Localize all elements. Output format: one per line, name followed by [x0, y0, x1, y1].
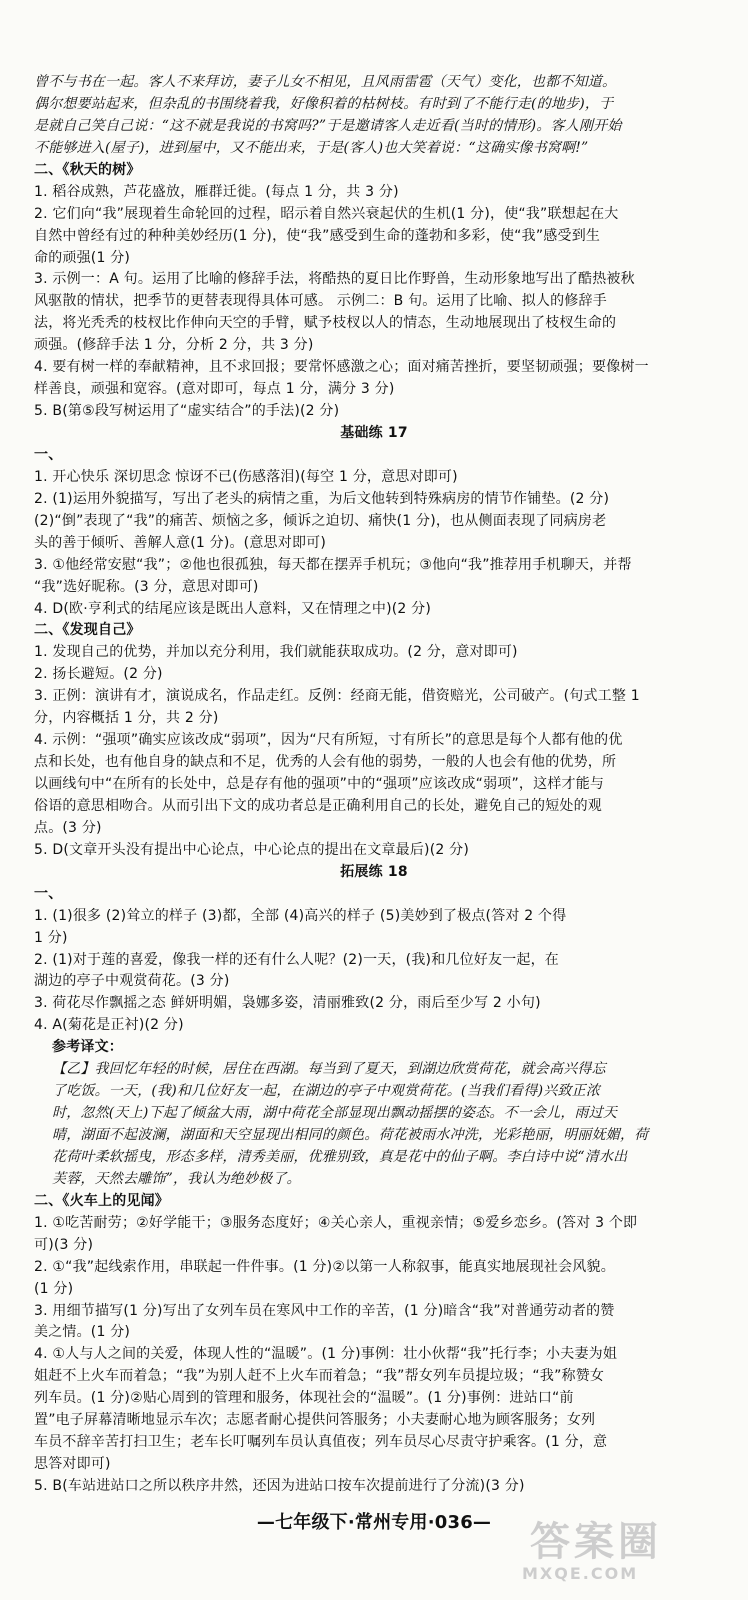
- translation-line: 芙蓉，天然去雕饰”，我认为绝妙极了。: [52, 1171, 301, 1187]
- answer-line: 2. 扬长避短。(2 分): [34, 666, 163, 682]
- translation-line: 【乙】我回忆年轻的时候，居住在西湖。每当到了夏天，到湖边欣赏荷花，就会高兴得忘: [52, 1061, 606, 1077]
- answer-line: (1 分): [34, 1281, 74, 1297]
- section-heading: 一、: [34, 886, 63, 902]
- answer-line: “我”选好昵称。(3 分，意思对即可): [34, 579, 259, 595]
- answer-line: 5. D(文章开头没有提出中心论点，中心论点的提出在文章最后)(2 分): [34, 842, 469, 858]
- section-title: 拓展练 18: [340, 864, 408, 880]
- section-heading: 二、《秋天的树》: [34, 162, 141, 178]
- answer-line: 1. ①吃苦耐劳；②好学能干；③服务态度好；④关心亲人，重视亲情；⑤爱乡恋乡。(答对 3 个即: [34, 1215, 638, 1231]
- answer-line: 思答对即可): [34, 1456, 111, 1472]
- answer-line: 分，内容概括 1 分，共 2 分): [34, 710, 219, 726]
- answer-line: 4. ①人与人之间的关爱，体现人性的“温暖”。(1 分)事例：壮小伙帮“我”托行李；小夫妻为姐: [34, 1346, 618, 1362]
- answer-line: 顽强。(修辞手法 1 分，分析 2 分，共 3 分): [34, 337, 314, 353]
- answer-line: 命的顽强(1 分): [34, 250, 131, 266]
- translation-line: 时，忽然(天上)下起了倾盆大雨，湖中荷花全部显现出飘动摇摆的姿态。不一会儿，雨过天: [52, 1105, 618, 1121]
- answer-line: 可)(3 分): [34, 1237, 94, 1253]
- answer-line: 1 分): [34, 930, 68, 946]
- answer-line: 3. ①他经常安慰“我”；②他也很孤独，每天都在摆弄手机玩；③他向“我”推荐用手机聊天，并帮: [34, 557, 632, 573]
- translation-line: 了吃饭。一天，(我)和几位好友一起，在湖边的亭子中观赏荷花。(当我们看得)兴致正浓: [52, 1083, 601, 1099]
- answer-line: 点和长处，也有他自身的缺点和不足，优秀的人会有他的弱势，一般的人也会有他的优势，所: [34, 754, 617, 770]
- answer-line: 4. 示例：“强项”确实应该改成“弱项”，因为“尺有所短，寸有所长”的意思是每个人都有他的优: [34, 732, 623, 748]
- watermark-url: MXQE.COM: [522, 1564, 639, 1583]
- answer-line: 3. 用细节描写(1 分)写出了女列车员在寒风中工作的辛苦，(1 分)暗含“我”对普通劳动者的赞: [34, 1303, 615, 1319]
- answer-line: 列车员。(1 分)②贴心周到的管理和服务，体现社会的“温暖”。(1 分)事例：进站口“前: [34, 1390, 574, 1406]
- answer-line: 5. B(第⑤段写树运用了“虚实结合”的手法)(2 分): [34, 403, 340, 419]
- answer-line: 2. 它们向“我”展现着生命轮回的过程，昭示着自然兴衰起伏的生机(1 分)，使“我”联想起在大: [34, 206, 619, 222]
- answer-line: 4. D(欧·亨利式的结尾应该是既出人意料，又在情理之中)(2 分): [34, 601, 432, 617]
- text-line: 曾不与书在一起。客人不来拜访，妻子儿女不相见，且风雨雷雹（天气）变化，也都不知道。: [34, 74, 617, 90]
- answer-line: 4. A(菊花是正衬)(2 分): [34, 1017, 184, 1033]
- answer-line: 2. (1)运用外貌描写，写出了老头的病情之重，为后文他转到特殊病房的情节作铺垫。(2 分): [34, 491, 610, 507]
- answer-line: 头的善于倾听、善解人意(1 分)。(意思对即可): [34, 535, 327, 551]
- answer-line: 3. 示例一：A 句。运用了比喻的修辞手法，将酷热的夏日比作野兽，生动形象地写出了酷热被秋: [34, 271, 635, 287]
- answer-line: 1. (1)很多 (2)耸立的样子 (3)都，全部 (4)高兴的样子 (5)美妙到了极点(答对 2 个得: [34, 908, 567, 924]
- answer-line: (2)“倒”表现了“我”的痛苦、烦恼之多，倾诉之迫切、痛快(1 分)，也从侧面表现了同病房老: [34, 513, 607, 529]
- answer-line: 风驱散的情状，把季节的更替表现得具体可感。 示例二：B 句。运用了比喻、拟人的修辞手: [34, 293, 607, 309]
- page-footer: —七年级下·常州专用·036—: [256, 1512, 492, 1533]
- section-heading: 二、《发现自己》: [34, 622, 141, 638]
- watermark-logo: [510, 1510, 740, 1590]
- answer-line: 法，将光秃秃的枝杈比作伸向天空的手臂，赋予枝杈以人的情态，生动地展现出了枝杈生命的: [34, 315, 617, 331]
- answer-line: 2. ①“我”起线索作用，串联起一件件事。(1 分)②以第一人称叙事，能真实地展现社会风貌。: [34, 1259, 615, 1275]
- translation-line: 花荷叶柔软摇曳，形态多样，清秀美丽，优雅别致，真是花中的仙子啊。李白诗中说“清水出: [52, 1149, 628, 1165]
- translation-line: 晴，湖面不起波澜，湖面和天空显现出相同的颜色。荷花被雨水冲洗，光彩艳丽，明丽妩媚，荷: [52, 1127, 649, 1143]
- answer-line: 1. 发现自己的优势，并加以充分利用，我们就能获取成功。(2 分，意对即可): [34, 644, 518, 660]
- watermark-text: 答案圈: [530, 1518, 662, 1565]
- section-heading: 一、: [34, 447, 63, 463]
- answer-line: 1. 稻谷成熟，芦花盛放，雁群迁徙。(每点 1 分，共 3 分): [34, 184, 399, 200]
- answer-line: 美之情。(1 分): [34, 1324, 131, 1340]
- text-line: 偶尔想要站起来，但杂乱的书围绕着我，好像积着的枯树枝。有时到了不能行走(的地步)，于: [34, 96, 614, 112]
- answer-line: 车员不辞辛苦打扫卫生；老车长叮嘱列车员认真值夜；列车员尽心尽责守护乘客。(1 分，意: [34, 1434, 608, 1450]
- section-title: 基础练 17: [340, 425, 408, 441]
- answer-line: 湖边的亭子中观赏荷花。(3 分): [34, 973, 230, 989]
- text-line: 不能够进入(屋子)，进到屋中，又不能出来，于是(客人)也大笑着说：“这确实像书窝啊!”: [34, 140, 589, 156]
- answer-line: 点。(3 分): [34, 820, 102, 836]
- text-line: 是就自己笑自己说：“这不就是我说的书窝吗?”于是邀请客人走近看(当时的情形)。客人刚开始: [34, 118, 622, 134]
- answer-line: 1. 开心快乐 深切思念 惊讶不已(伤感落泪)(每空 1 分，意思对即可): [34, 469, 458, 485]
- answer-line: 5. B(车站进站口之所以秩序井然，还因为进站口按车次提前进行了分流)(3 分): [34, 1478, 525, 1494]
- answer-line: 3. 荷花尽作飘摇之态 鲜妍明媚，袅娜多姿，清丽雅致(2 分，雨后至少写 2 小句): [34, 995, 541, 1011]
- answer-line: 姐赶不上火车而着急；“我”为别人赶不上火车而着急；“我”帮女列车员提垃圾；“我”称赞女: [34, 1368, 605, 1384]
- translation-heading: 参考译文：: [52, 1039, 123, 1055]
- answer-line: 3. 正例：演讲有才，演说成名，作品走红。反例：经商无能，借资赔光，公司破产。(句式工整 1: [34, 688, 640, 704]
- answer-line: 4. 要有树一样的奉献精神，且不求回报；要常怀感激之心；面对痛苦挫折，要坚韧顽强；要像树一: [34, 359, 649, 375]
- answer-line: 以画线句中“在所有的长处中，总是存有他的强项”中的“强项”应该改成“弱项”，这样才能与: [34, 776, 605, 792]
- answer-line: 样善良，顽强和宽容。(意对即可，每点 1 分，满分 3 分): [34, 381, 395, 397]
- answer-line: 自然中曾经有过的种种美妙经历(1 分)，使“我”感受到生命的蓬勃和多彩，使“我”感受到生: [34, 228, 601, 244]
- answer-line: 2. (1)对于莲的喜爱，像我一样的还有什么人呢？(2)一天，(我)和几位好友一起，在: [34, 952, 559, 968]
- section-heading: 二、《火车上的见闻》: [34, 1193, 169, 1209]
- answer-line: 俗语的意思相吻合。从而引出下文的成功者总是正确利用自己的长处，避免自己的短处的观: [34, 798, 602, 814]
- answer-line: 置”电子屏幕清晰地显示车次；志愿者耐心提供问答服务；小夫妻耐心地为顾客服务；女列: [34, 1412, 596, 1428]
